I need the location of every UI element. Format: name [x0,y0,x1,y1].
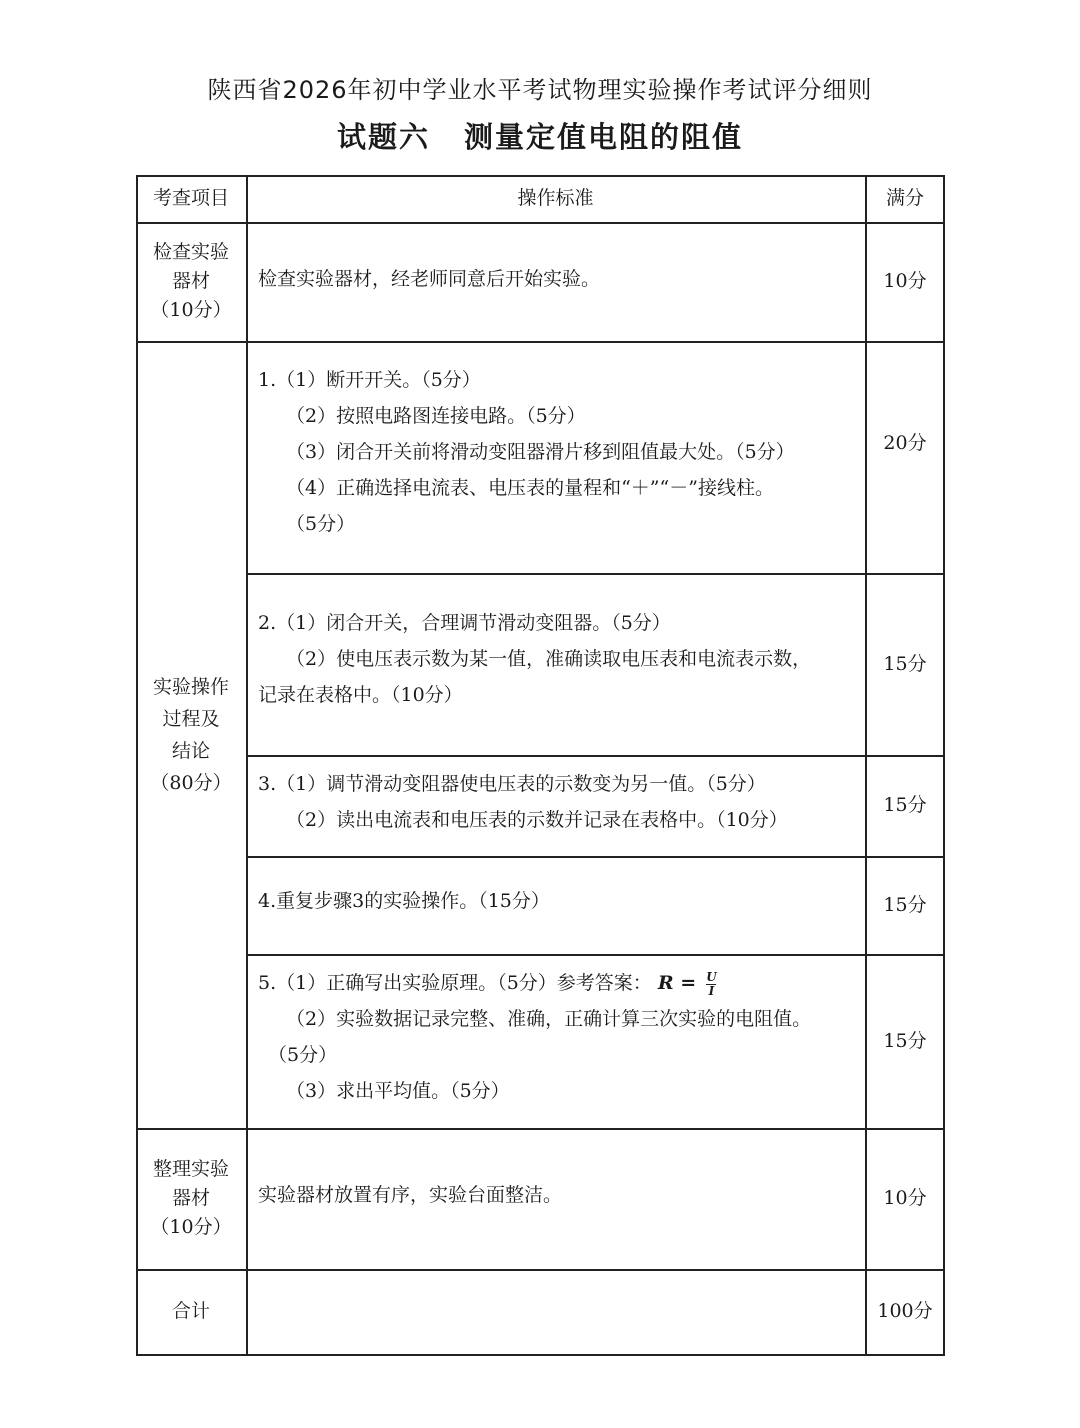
step-line: 5.（1）正确写出实验原理。（5分）参考答案： R = $\frac{U}{I}$ [258,969,717,998]
step-line: （5分） [286,513,356,535]
experiment-label: 实验操作 过程及 结论 （80分） [150,675,232,794]
step1-divider [246,573,945,575]
step-line: 1.（1）断开开关。（5分） [258,369,481,391]
total-label: 合计 [171,1300,210,1322]
total-content [246,1269,865,1354]
formula-denominator: I [708,983,715,998]
column-divider-1 [246,175,248,1356]
total-score: 100分 [877,1300,933,1322]
step-line: （2）实验数据记录完整、准确，正确计算三次实验的电阻值。 [286,1008,812,1030]
step-line: （3）求出平均值。（5分） [286,1080,510,1102]
organize-score: 10分 [883,1187,927,1209]
experiment-row-divider [136,1128,945,1130]
check-label: 检查实验 器材 （10分） [150,241,232,321]
step-line: （4）正确选择电流表、电压表的量程和“＋”“－”接线柱。 [286,477,774,499]
scoring-table [136,175,945,1356]
step-3-score: 15分 [883,794,927,816]
formula-fraction [706,971,716,998]
test-name: 测量定值电阻的阻值 [464,120,744,154]
step-line: 记录在表格中。（10分） [258,684,463,706]
header-item: 考查项目 [152,187,229,209]
step-line: （5分） [268,1044,338,1066]
step-line: （2）使电压表示数为某一值，准确读取电压表和电流表示数， [286,648,812,670]
step-line: （2）读出电流表和电压表的示数并记录在表格中。（10分） [286,809,788,831]
step-4 [258,883,550,919]
step-line: 4.重复步骤3的实验操作。（15分） [258,890,550,912]
test-number: 试题六 [336,120,430,154]
header-row-divider [136,222,945,224]
formula-numerator: U [706,969,717,984]
formula-lhs: R = [657,972,697,994]
step-line: （3）闭合开关前将滑动变阻器滑片移到阻值最大处。（5分） [286,441,795,463]
check-content: 检查实验器材，经老师同意后开始实验。 [258,268,601,290]
check-row-divider [136,341,945,343]
step-line: （2）按照电路图连接电路。（5分） [286,405,586,427]
step2-divider [246,755,945,757]
organize-label: 整理实验 器材 （10分） [150,1158,232,1238]
document-title: 陕西省2026年初中学业水平考试物理实验操作考试评分细则 [207,76,873,104]
step4-divider [246,954,945,956]
step-2 [258,605,811,713]
step3-divider [246,856,945,858]
step-5-score: 15分 [883,1029,927,1052]
step-3 [258,766,788,838]
step-1 [258,362,795,542]
step-line: 2.（1）闭合开关，合理调节滑动变阻器。（5分） [258,612,671,634]
step-1-score: 20分 [883,431,927,454]
organize-content: 实验器材放置有序，实验台面整洁。 [258,1184,563,1206]
step-2-score: 15分 [883,652,927,675]
check-score: 10分 [883,270,927,292]
step-5 [258,965,811,1109]
header-standard: 操作标准 [517,187,594,209]
step-line: 3.（1）调节滑动变阻器使电压表的示数变为另一值。（5分） [258,773,766,795]
header-score: 满分 [885,187,924,209]
table-border-bottom [136,1354,945,1356]
step-4-score: 15分 [883,893,927,916]
test-subtitle [0,115,1080,156]
